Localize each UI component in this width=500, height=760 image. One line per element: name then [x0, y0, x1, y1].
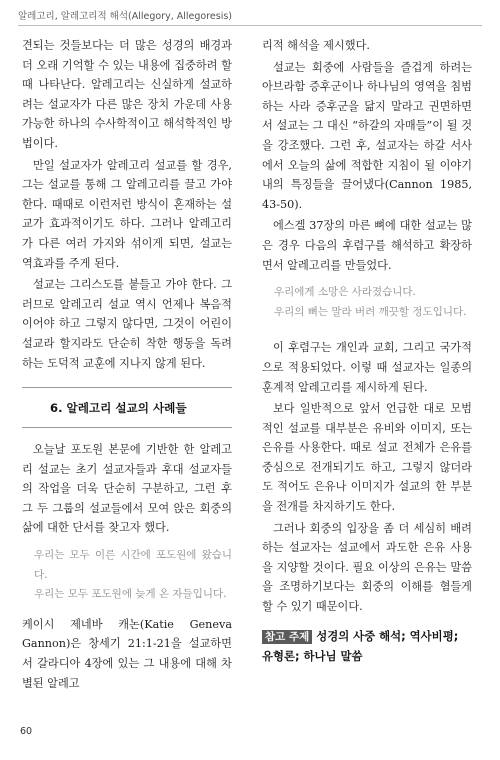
quote-line: 우리의 뼈는 말라 버려 깨끗할 정도입니다.: [274, 305, 467, 318]
body-paragraph: 에스겔 37장의 마른 뼈에 대한 설교는 많은 경우 다음의 후렴구를 해석하고 확장하면서 알레고리를 만들었다.: [262, 219, 472, 272]
body-paragraph: 리적 해석을 제시했다.: [262, 39, 370, 52]
reference-tag: 참고 주제: [262, 630, 312, 644]
body-paragraph: 그러나 회중의 입장을 좀 더 세심히 배려하는 설교자는 설교에서 과도한 은유 사용을 지양할 것이다. 필요 이상의 은유는 말씀을 조명하기보다는 회중의 이해를 혐들게 할 수 있기 때문이다.: [262, 521, 472, 614]
page-number: 60: [20, 726, 33, 737]
reference-topics: [262, 627, 472, 666]
body-paragraph: 만일 설교자가 알레고리 설교를 할 경우, 그는 설교를 통해 그 알레고리를 끌고 가야 한다. 때때로 이런저런 방식이 혼재하는 설교가 효과적이기도 하다. 그러나 알레고리가 다른 여러 가지와 섞이게 되면, 설교는 역효과를 주게 된다.: [22, 158, 232, 270]
body-paragraph: 오늘날 포도원 본문에 기반한 한 알레고리 설교는 초기 설교자들과 후대 설교자들의 작업을 더욱 단순히 구분하고, 그런 후 그 두 그룹의 설교들에서 모여 앉은 회중의 삶에 대한 단서를 찾고자 했다.: [22, 443, 232, 535]
body-paragraph: 보다 일반적으로 앞서 언급한 대로 모범적인 설교를 대부분은 유비와 이미지, 또는 은유를 사용한다. 때로 설교 전체가 은유를 중심으로 전개되기도 하고, 그렇지 않더라도 적어도 은유나 이미지가 설교의 한 부분을 전개를 차지하기도 한다.: [262, 402, 472, 514]
body-paragraph: 설교는 그리스도를 붙들고 가야 한다. 그러므로 알레고리 설교 역시 언제나 복음적이어야 하고 그렇지 않다면, 그것이 어린이 설교라 할지라도 단순히 착한 행동을 독려하는 도덕적 교훈에 지나지 않게 된다.: [22, 278, 232, 370]
header-rule: [18, 25, 482, 26]
body-paragraph: 견되는 것들보다는 더 많은 성경의 배경과 더 오래 기억할 수 있는 내용에 집중하려 할 때 나타난다. 알레고리는 신실하게 설교하려는 설교자가 다른 많은 장치 가운데 사용 가능한 하나의 수사학적이고 해석학적인 방법이다.: [22, 39, 232, 150]
right-column: [262, 36, 472, 666]
quote-line: 우리에게 소망은 사라졌습니다.: [274, 286, 416, 299]
body-paragraph: 이 후렴구는 개인과 교회, 그리고 국가적으로 적용되었다. 이렇 때 설교자는 일종의 훈계적 알레고리를 제시하게 된다.: [262, 341, 472, 394]
running-header: 알레고리, 알레고리적 해석(Allegory, Allegoresis): [18, 11, 232, 22]
quote-line: 우리는 모두 포도원에 늦게 온 자들입니다.: [34, 588, 227, 601]
quote-line: 우리는 모두 이른 시간에 포도원에 왔습니다.: [34, 549, 232, 581]
left-column: [22, 36, 232, 693]
body-paragraph: 케이시 제네바 캐논(Katie Geneva Gannon)은 창세기 21:1-21을 설교하면서 갈라디아 4장에 있는 그 내용에 대해 차별된 알레고: [22, 617, 232, 690]
reference-list: 성경의 사중 해석; 역사비평; 유형론; 하나님 말씀: [262, 628, 459, 663]
body-paragraph: 설교는 회중에 사람들을 즐겁게 하려는 아브라함 증후군이나 하나님의 영역을 침범하는 사라 증후군을 닮지 말라고 권면하면서 설교는 그 대신 “하갈의 자매들”이 될 것을 강조했다. 그런 후, 설교자는 하갈 서사에서 오늘의 삶에 적합한 지침이 될 이야기 내의 특징들을 끌어냈다(Cannon 1985, 43-50).: [262, 60, 472, 211]
section-title: 6. 알레고리 설교의 사례들: [50, 401, 187, 416]
